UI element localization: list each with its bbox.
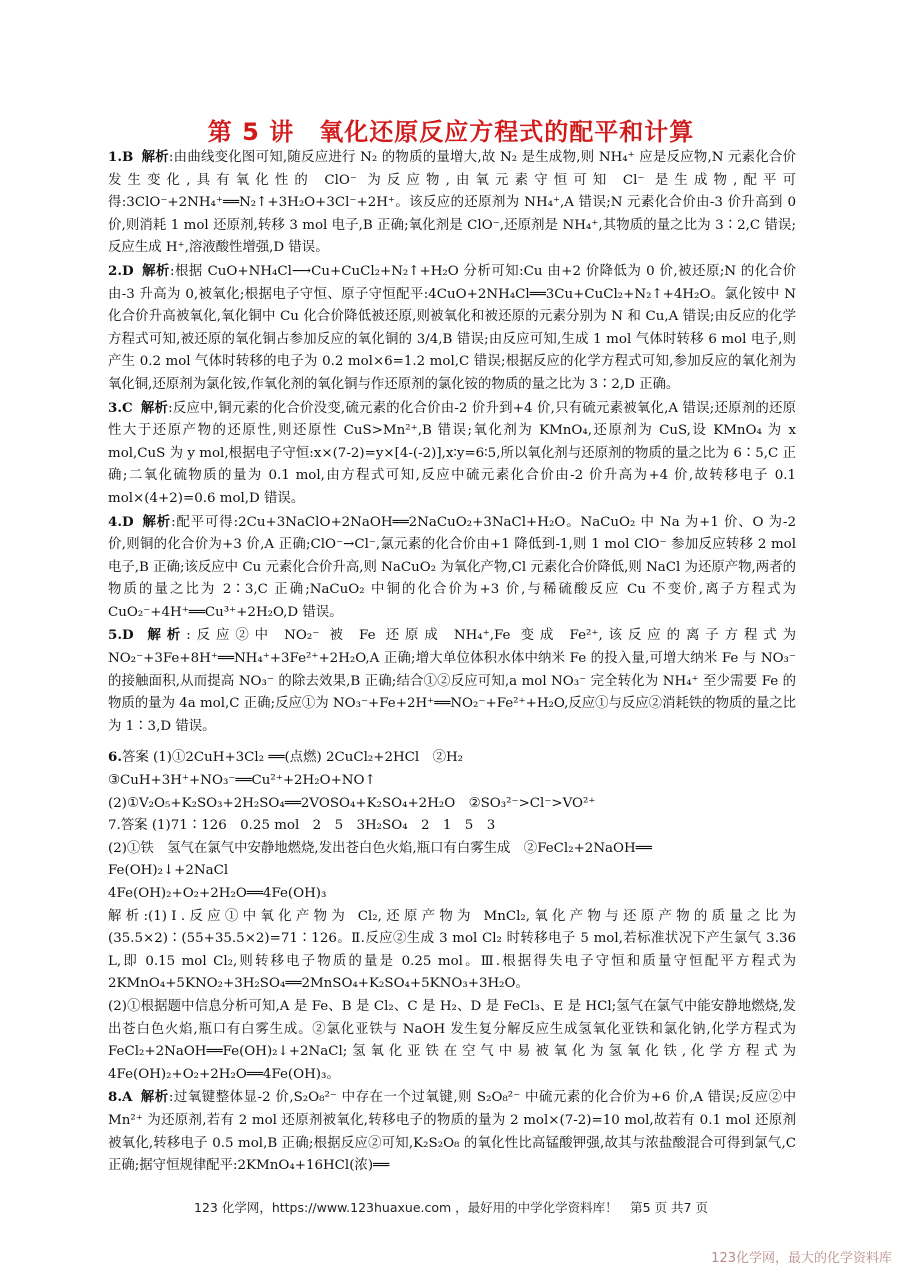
answer-item-6-line-2: ③CuH+3H⁺+NO₃⁻══Cu²⁺+2H₂O+NO↑ xyxy=(108,773,376,789)
item-number: 4.D xyxy=(108,513,134,530)
item-number: 5.D xyxy=(108,627,134,644)
item-text: :反应中,铜元素的化合价没变,硫元素的化合价由-2 价升到+4 价,只有硫元素被氧化,A 错误;还原剂的还原性大于还原产物的还原性,则还原性 CuS>Mn²⁺,B 错误;氧化剂为 KMnO₄,还原剂为 CuS,设 KMnO₄ 为 x mol,CuS 为 y mol,根据电子守恒:x×(7-2)=y×[4-(-2)],x∶y=6∶5,所以氧化剂与还原剂的物质的量之比为 6∶5,C 正确;二氧化硫物质的量为 0.1 mol,由方程式可知,反应中硫元素化合价由-2 价升高为+4 价,故转移电子 0.1 mol×(4+2)=0.6 mol,D 错误。 xyxy=(108,400,796,506)
item-text: :由曲线变化图可知,随反应进行 N₂ 的物质的量增大,故 N₂ 是生成物,则 NH₄⁺ 应是反应物,N 元素化合价发生变化,具有氧化性的 ClO⁻ 为反应物,由氧元素守恒可知 Cl⁻ 是生成物,配平可得:3ClO⁻+2NH₄⁺══N₂↑+3H₂O+3Cl⁻+2H⁺。该反应的还原剂为 NH₄⁺,A 错误;N 元素化合价由-3 价升高到 0 价,则消耗 1 mol 还原剂,转移 3 mol 电子,B 正确;氧化剂是 ClO⁻,还原剂是 NH₄⁺,其物质的量之比为 3∶2,C 错误;反应生成 H⁺,溶液酸性增强,D 错误。 xyxy=(108,150,796,256)
item-number: 6. xyxy=(108,749,122,766)
answer-item-2 xyxy=(108,260,796,397)
item-label: 解析 xyxy=(141,262,170,279)
answer-item-7-line-3: Fe(OH)₂↓+2NaCl xyxy=(108,863,229,879)
answer-item-3 xyxy=(108,397,796,511)
item-label: 解析 xyxy=(141,513,172,530)
answer-item-6-line-3: (2)①V₂O₅+K₂SO₃+2H₂SO₄══2VOSO₄+K₂SO₄+2H₂O ②SO₃²⁻>Cl⁻>VO²⁺ xyxy=(108,795,596,811)
item-number: 8.A xyxy=(108,1089,133,1106)
page-footer: 123 化学网，https://www.123huaxue.com ，最好用的中学化学资料库！ 第5 页 共7 页 xyxy=(194,1200,708,1215)
item-number: 3.C xyxy=(108,399,133,416)
answer-item-8 xyxy=(108,1086,796,1177)
answer-item-7-line-1: 7.答案 (1)71∶126 0.25 mol 2 5 3H₂SO₄ 2 1 5 3 xyxy=(108,818,496,834)
page-title: 第 5 讲 氧化还原反应方程式的配平和计算 xyxy=(207,118,695,146)
answer-item-7-line-2: (2)①铁 氢气在氯气中安静地燃烧,发出苍白色火焰,瓶口有白雾生成 ②FeCl₂+2NaOH══ xyxy=(108,840,652,856)
item-number: 2.D xyxy=(108,262,134,279)
item-label: 解析 xyxy=(141,149,169,165)
watermark: 123化学网，最大的化学资料库 xyxy=(711,1251,892,1266)
item-number: 1.B xyxy=(108,149,134,165)
answer-item-1 xyxy=(108,146,796,260)
item-label: 解析 xyxy=(140,399,169,416)
answer-item-6-line-1 xyxy=(108,746,796,770)
answer-item-4 xyxy=(108,511,796,625)
answer-item-7-analysis-2: (2)①根据题中信息分析可知,A 是 Fe、B 是 Cl₂、C 是 H₂、D 是 FeCl₃、E 是 HCl;氢气在氯气中能安静地燃烧,发出苍白色火焰,瓶口有白雾生成。②氯化亚铁与 NaOH 发生复分解反应生成氢氧化亚铁和氯化钠,化学方程式为 FeCl₂+2NaOH══Fe(OH)₂↓+2NaCl;氢氧化亚铁在空气中易被氧化为氢氧化铁,化学方程式为 4Fe(OH)₂+O₂+2H₂O══4Fe(OH)₃。 xyxy=(108,998,796,1082)
answer-item-7-analysis-1: 解析:(1)Ⅰ.反应①中氧化产物为 Cl₂,还原产物为 MnCl₂,氧化产物与还原产物的质量之比为 (35.5×2)∶(55+35.5×2)=71∶126。Ⅱ.反应②生成 3 mol Cl₂ 时转移电子 5 mol,若标准状况下产生氯气 3.36 L,即 0.15 mol Cl₂,则转移电子物质的量是 0.25 mol。Ⅲ.根据得失电子守恒和质量守恒配平方程式为 2KMnO₄+5KNO₂+3H₂SO₄══2MnSO₄+K₂SO₄+5KNO₃+3H₂O。 xyxy=(108,908,796,992)
item-text: :反应②中 NO₂⁻ 被 Fe 还原成 NH₄⁺,Fe 变成 Fe²⁺,该反应的离子方程式为 NO₂⁻+3Fe+8H⁺══NH₄⁺+3Fe²⁺+2H₂O,A 正确;增大单位体积水体中纳米 Fe 的投入量,可增大纳米 Fe 与 NO₃⁻ 的接触面积,从而提高 NO₃⁻ 的除去效果,B 正确;结合①②反应可知,a mol NO₃⁻ 完全转化为 NH₄⁺ 至少需要 Fe 的物质的量为 4a mol,C 正确;反应①为 NO₃⁻+Fe+2H⁺══NO₂⁻+Fe²⁺+H₂O,反应①与反应②消耗铁的物质的量之比为 1∶3,D 错误。 xyxy=(108,628,797,734)
item-text: 答案 (1)①2CuH+3Cl₂ ══(点燃) 2CuCl₂+2HCl ②H₂ xyxy=(121,750,464,766)
document-body xyxy=(108,146,796,1178)
item-text: :过氧键整体显-2 价,S₂O₈²⁻ 中存在一个过氧键,则 S₂O₈²⁻ 中硫元素的化合价为+6 价,A 错误;反应②中 Mn²⁺ 为还原剂,若有 2 mol 还原剂被氧化,转移电子的物质的量为 2 mol×(7-2)=10 mol,故若有 0.1 mol 还原剂被氧化,转移电子 0.5 mol,B 正确;根据反应②可知,K₂S₂O₈ 的氧化性比高锰酸钾强,故其与浓盐酸混合可得到氯气,C 正确;据守恒规律配平:2KMnO₄+16HCl(浓)══ xyxy=(108,1090,796,1174)
item-label: 解析 xyxy=(141,627,187,644)
item-text: :配平可得:2Cu+3NaClO+2NaOH══2NaCuO₂+3NaCl+H₂O。NaCuO₂ 中 Na 为+1 价、O 为-2 价,则铜的化合价为+3 价,A 正确;ClO⁻→Cl⁻,氯元素的化合价由+1 降低到-1,则 1 mol ClO⁻ 参加反应转移 2 mol 电子,B 正确;该反应中 Cu 元素化合价升高,则 NaCuO₂ 为氧化产物,Cl 元素化合价降低,则 NaCl 为还原产物,两者的物质的量之比为 2∶3,C 正确;NaCuO₂ 中铜的化合价为+3 价,与稀硫酸反应 Cu 不变价,离子方程式为 CuO₂⁻+4H⁺══Cu³⁺+2H₂O,D 错误。 xyxy=(108,514,797,620)
answer-item-5 xyxy=(108,624,796,738)
answer-item-7-line-4: 4Fe(OH)₂+O₂+2H₂O══4Fe(OH)₃ xyxy=(108,886,327,901)
item-text: :根据 CuO+NH₄Cl⟶Cu+CuCl₂+N₂↑+H₂O 分析可知:Cu 由+2 价降低为 0 价,被还原;N 的化合价由-3 升高为 0,被氧化;根据电子守恒、原子守恒配平:4CuO+2NH₄Cl══3Cu+CuCl₂+N₂↑+4H₂O。氯化铵中 N 化合价升高被氧化,氧化铜中 Cu 化合价降低被还原,则被氧化和被还原的元素分别为 N 和 Cu,A 错误;由反应的化学方程式可知,被还原的氧化铜占参加反应的氧化铜的 3/4,B 错误;由反应可知,生成 1 mol 气体时转移 6 mol 电子,则产生 0.2 mol 气体时转移的电子为 0.2 mol×6=1.2 mol,C 错误;根据反应的化学方程式可知,参加反应的氧化剂为氧化铜,还原剂为氯化铵,作氧化剂的氧化铜与作还原剂的氯化铵的物质的量之比为 3∶2,D 正确。 xyxy=(108,263,796,392)
item-label: 解析 xyxy=(140,1089,169,1106)
